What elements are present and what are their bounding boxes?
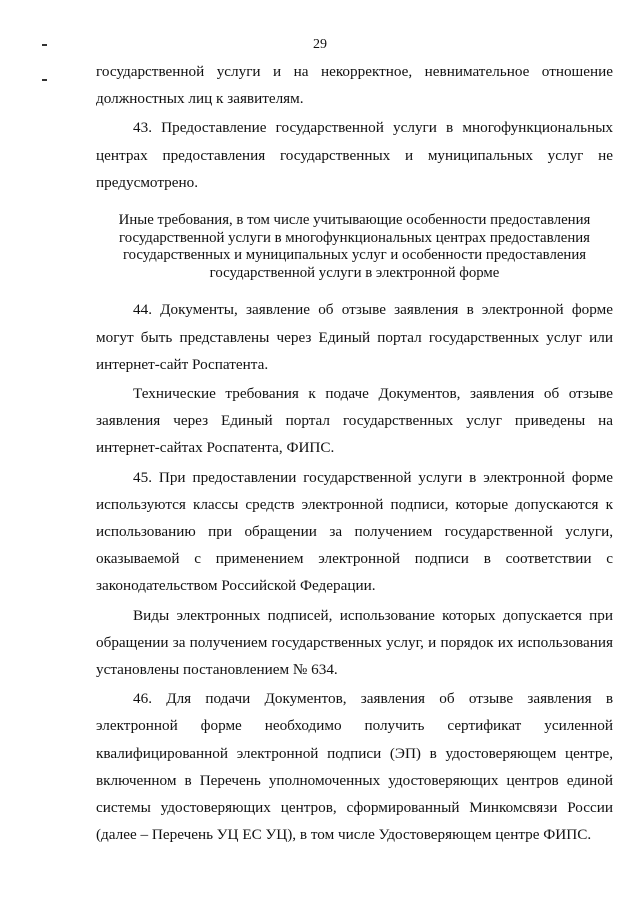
paragraph-44: 44. Документы, заявление об отзыве заявления в электронной форме могут быть представлены через Единый портал государственных услуг или интернет-сайт Роспатента. bbox=[96, 301, 613, 373]
paragraph-43: 43. Предоставление государственной услуги в многофункциональных центрах предоставления государственных и муниципальных услуг не предусмотрено. bbox=[96, 119, 613, 191]
paragraph-44-technical: Технические требования к подаче Документов, заявления об отзыве заявления через Единый портал государственных услуг приведены на интернет-сайтах Роспатента, ФИПС. bbox=[96, 385, 613, 457]
paragraph-46: 46. Для подачи Документов, заявления об отзыве заявления в электронной форме необходимо получить сертификат усиленной квалифицированной электронной подписи (ЭП) в удостоверяющем центре, включенном в Перечень уполномоченных удостоверяющих центров единой системы удостоверяющих центров, сформированный Минкомсвязи России (далее – Перечень УЦ ЕС УЦ), в том числе Удостоверяющем центре ФИПС. bbox=[96, 690, 613, 844]
paragraph-continuation: государственной услуги и на некорректное, невнимательное отношение должностных лиц к заявителям. bbox=[96, 63, 613, 108]
margin-mark bbox=[42, 79, 47, 81]
document-body bbox=[96, 58, 613, 848]
section-heading: Иные требования, в том числе учитывающие особенности предоставления государственной услуги в многофункциональных центрах предоставления государственных и муниципальных услуг и особенности предоставления государственной услуги в электронной форме bbox=[118, 212, 591, 281]
page-number: 29 bbox=[313, 37, 327, 52]
paragraph-45: 45. При предоставлении государственной услуги в электронной форме используются классы средств электронной подписи, которые допускаются к использованию при обращении за получением государственной услуги, оказываемой с применением электронной подписи в соответствии с законодательством Российской Федерации. bbox=[96, 468, 613, 595]
paragraph-45-signatures: Виды электронных подписей, использование которых допускается при обращении за получением государственных услуг, и порядок их использования установлены постановлением № 634. bbox=[96, 606, 613, 679]
margin-mark bbox=[42, 44, 47, 46]
